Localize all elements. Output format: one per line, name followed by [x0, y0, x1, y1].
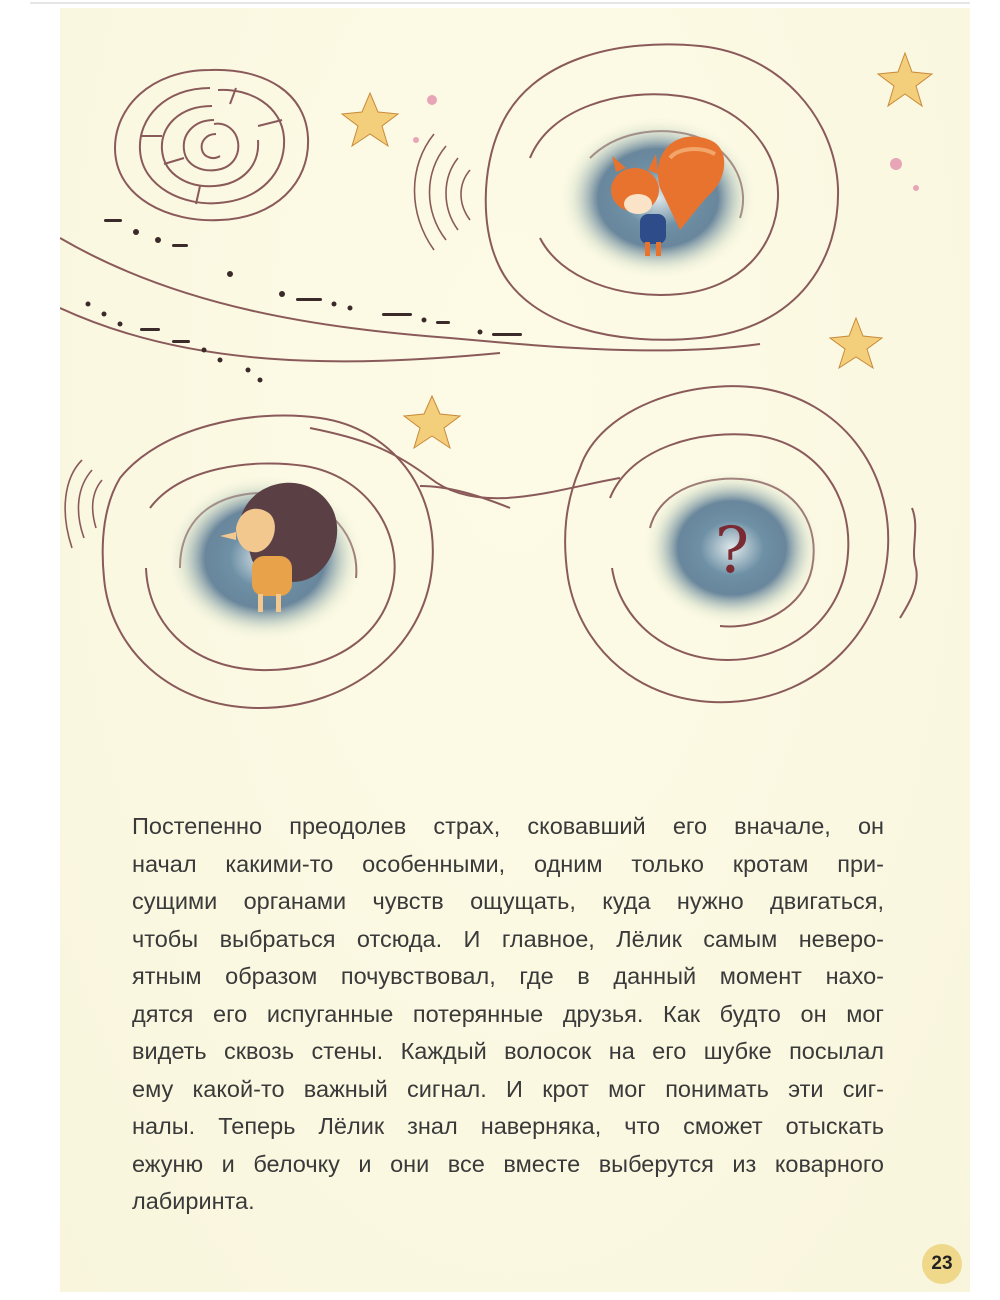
story-text	[132, 808, 884, 1221]
story-line: ятным образом почувствовал, где в данный момент нахо-	[132, 963, 884, 989]
book-page	[60, 8, 970, 1292]
story-line: налы. Теперь Лёлик знал наверняка, что сможет отыскать	[132, 1113, 884, 1139]
story-line: сущими органами чувств ощущать, куда нужно двигаться,	[132, 888, 884, 914]
sound-wave-icon	[65, 460, 102, 548]
morse-signal	[86, 219, 523, 383]
story-line: лабиринта.	[132, 1188, 255, 1214]
story-line: ежуню и белочку и они все вместе выберутся из коварного	[132, 1150, 884, 1177]
sound-wave-icon	[415, 134, 471, 250]
story-line: ему какой-то важный сигнал. И крот мог понимать эти сиг-	[132, 1075, 884, 1102]
illustration	[60, 8, 970, 768]
story-line: начал какими-то особенными, одним только кротам при-	[132, 850, 884, 877]
top-rule	[30, 2, 970, 4]
story-line: видеть сквозь стены. Каждый волосок на его шубке посылал	[132, 1038, 884, 1064]
story-line: чтобы выбраться отсюда. И главное, Лёлик самым неверо-	[132, 925, 884, 952]
maze-icon	[115, 70, 308, 220]
story-line: Постепенно преодолев страх, сковавший его вначале, он	[132, 813, 884, 839]
page-number: 23	[922, 1244, 962, 1284]
story-line: дятся его испуганные потерянные друзья. Как будто он мог	[132, 1000, 884, 1027]
question-mark: ?	[714, 514, 750, 588]
